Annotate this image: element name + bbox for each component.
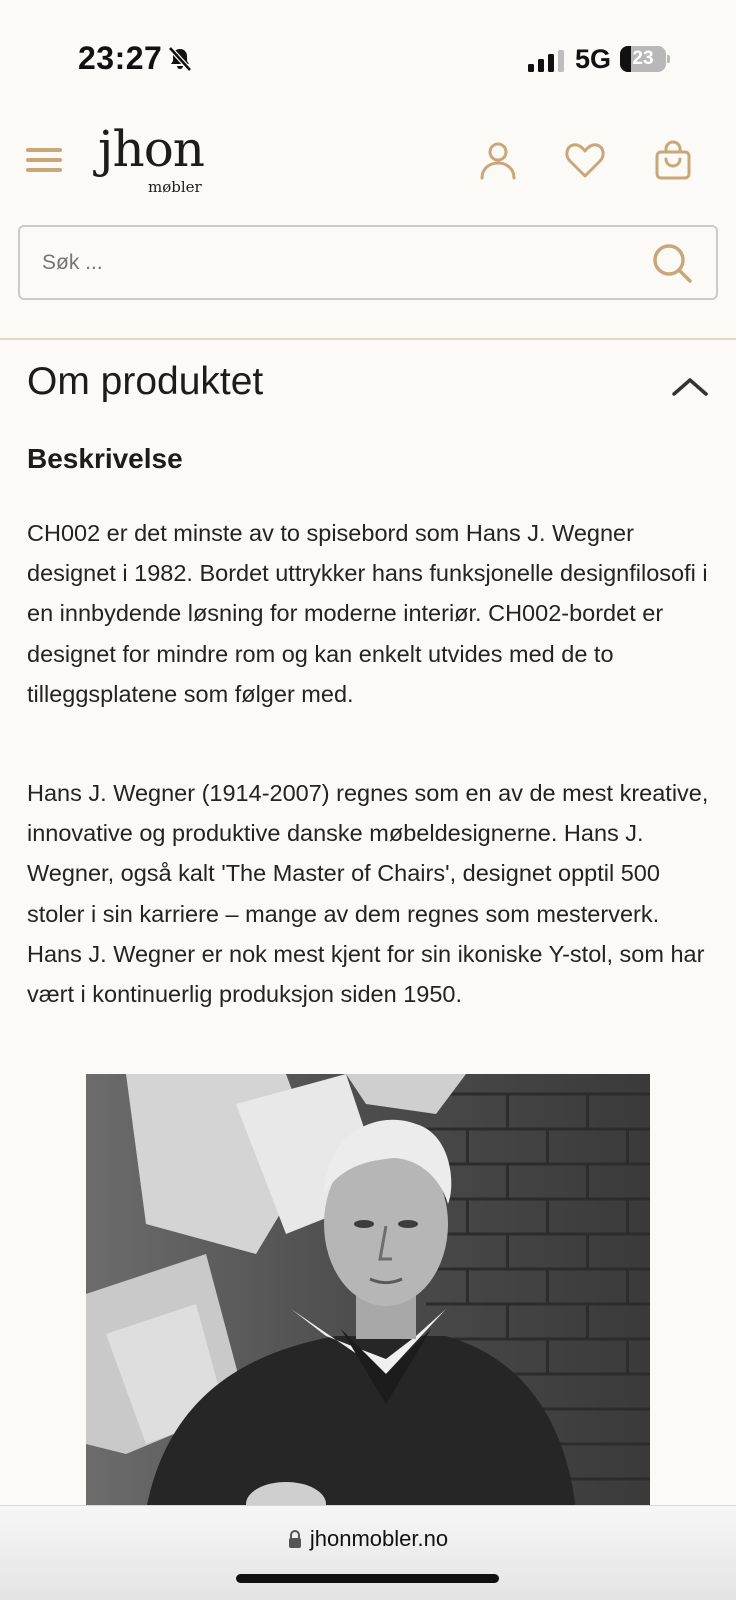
- logo[interactable]: [98, 120, 218, 200]
- network-type: 5G: [575, 44, 612, 74]
- description-paragraph: Hans J. Wegner (1914-2007) regnes som en av de mest kreative, innovative og produktive danske møbeldesignerne. Hans J. Wegner, også kalt 'The Master of Chairs', designet opptil 500 stoler i sin karriere – mange av dem regnes som mesterverk. Hans J. Wegner er nok mest kjent for sin ikoniske Y-stol, som har vært i kontinuerlig produksjon siden 1950.: [27, 780, 709, 1008]
- battery-level: 23: [632, 48, 654, 69]
- search-input[interactable]: [42, 227, 622, 298]
- description-heading: Beskrivelse: [27, 443, 183, 474]
- search-box: [18, 225, 718, 300]
- user-icon[interactable]: [476, 138, 520, 182]
- chevron-up-icon[interactable]: [668, 368, 712, 404]
- description-paragraph: CH002 er det minste av to spisebord som Hans J. Wegner designet i 1982. Bordet uttrykker hans funksjonelle designfilosofi i en innbydende løsning for moderne interiør. CH002-bordet er designet for mindre rom og kan enkelt utvides med de to tilleggsplatene som følger med.: [27, 520, 708, 707]
- section-title[interactable]: Om produktet: [27, 360, 264, 403]
- bag-icon[interactable]: [651, 138, 695, 182]
- menu-icon[interactable]: [26, 145, 62, 175]
- url-text: jhonmobler.no: [309, 1526, 449, 1551]
- status-bar: [0, 0, 736, 110]
- cellular-signal-icon: [528, 50, 566, 72]
- search-icon[interactable]: [650, 241, 694, 285]
- logo-sub: møbler: [148, 178, 202, 196]
- status-time: 23:27: [78, 40, 163, 76]
- designer-photo: [86, 1074, 650, 1510]
- site-header: [0, 110, 736, 220]
- heart-icon[interactable]: [563, 138, 607, 182]
- logo-main: jhon: [98, 120, 205, 178]
- home-indicator[interactable]: [236, 1574, 499, 1583]
- divider: [0, 338, 736, 340]
- bell-off-icon: [166, 45, 194, 73]
- battery-icon: [620, 46, 670, 72]
- browser-url-bar[interactable]: [0, 1505, 736, 1600]
- lock-icon: [288, 1530, 302, 1548]
